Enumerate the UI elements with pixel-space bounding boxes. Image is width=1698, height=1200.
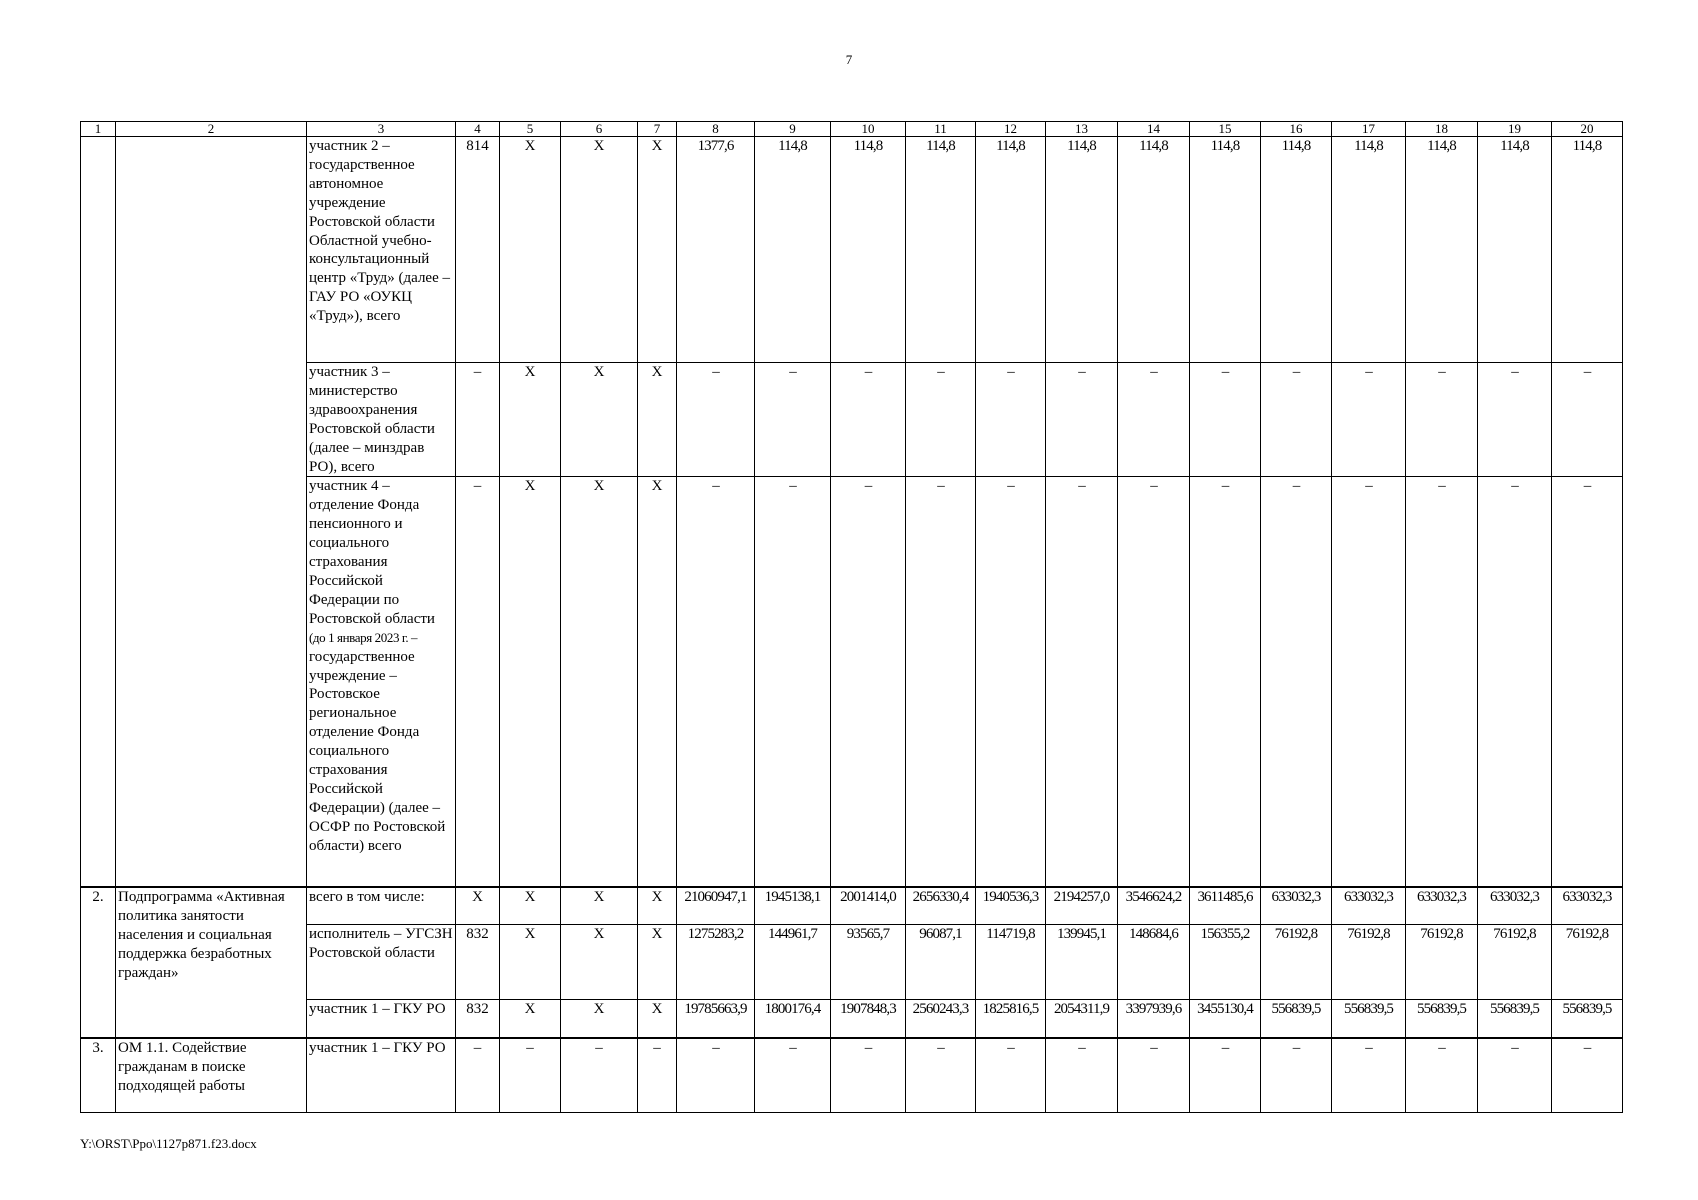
value-cell: 139945,1: [1046, 925, 1118, 1000]
value-cell: –: [1261, 1038, 1332, 1113]
value-cell: –: [1478, 1038, 1552, 1113]
table-row: [81, 477, 1623, 887]
value-cell: 1377,6: [677, 137, 755, 363]
value-cell: –: [831, 1038, 906, 1113]
code-cell: X: [561, 363, 638, 477]
value-cell: 3611485,6: [1190, 887, 1261, 925]
value-cell: –: [1406, 1038, 1478, 1113]
code-cell: X: [561, 925, 638, 1000]
value-cell: 114,8: [831, 137, 906, 363]
code-cell: –: [456, 477, 500, 887]
code-cell: 832: [456, 925, 500, 1000]
value-cell: 114,8: [976, 137, 1046, 363]
code-cell: –: [456, 363, 500, 477]
col-header: 15: [1190, 122, 1261, 137]
value-cell: –: [1552, 363, 1623, 477]
value-cell: 633032,3: [1406, 887, 1478, 925]
value-cell: 144961,7: [755, 925, 831, 1000]
value-cell: –: [906, 477, 976, 887]
col-header: 3: [307, 122, 456, 137]
code-cell: X: [561, 887, 638, 925]
table-row: [81, 137, 1623, 363]
value-cell: 114,8: [906, 137, 976, 363]
value-cell: –: [1261, 363, 1332, 477]
value-cell: 3397939,6: [1118, 1000, 1190, 1038]
value-cell: 76192,8: [1406, 925, 1478, 1000]
value-cell: –: [677, 363, 755, 477]
value-cell: 556839,5: [1552, 1000, 1623, 1038]
code-cell: X: [561, 1000, 638, 1038]
col-header: 2: [116, 122, 307, 137]
code-cell: X: [561, 477, 638, 887]
value-cell: –: [1118, 363, 1190, 477]
code-cell: X: [500, 137, 561, 363]
value-cell: 114,8: [1190, 137, 1261, 363]
value-cell: 96087,1: [906, 925, 976, 1000]
value-cell: –: [1406, 363, 1478, 477]
value-cell: 93565,7: [831, 925, 906, 1000]
value-cell: –: [1332, 477, 1406, 887]
value-cell: –: [1552, 477, 1623, 887]
table-row: [81, 887, 1623, 925]
value-cell: 556839,5: [1332, 1000, 1406, 1038]
value-cell: 2194257,0: [1046, 887, 1118, 925]
participant-cell: участник 2 – государственное автономное учреждение Ростовской области Областной учебно-консультационный центр «Труд» (далее – ГАУ РО «ОУКЦ «Труд»), всего: [307, 137, 456, 363]
value-cell: 114,8: [1046, 137, 1118, 363]
page-number: 7: [845, 52, 853, 67]
column-number-row: [81, 122, 1623, 137]
value-cell: 2656330,4: [906, 887, 976, 925]
code-cell: X: [638, 887, 677, 925]
participant-cell: участник 1 – ГКУ РО: [307, 1038, 456, 1113]
value-cell: –: [1406, 477, 1478, 887]
code-cell: X: [638, 363, 677, 477]
value-cell: –: [906, 1038, 976, 1113]
code-cell: –: [500, 1038, 561, 1113]
value-cell: –: [677, 477, 755, 887]
value-cell: 2001414,0: [831, 887, 906, 925]
code-cell: X: [500, 363, 561, 477]
col-header: 1: [81, 122, 116, 137]
value-cell: 114,8: [1118, 137, 1190, 363]
value-cell: 114,8: [1332, 137, 1406, 363]
value-cell: –: [755, 363, 831, 477]
col-header: 11: [906, 122, 976, 137]
value-cell: –: [1046, 477, 1118, 887]
col-header: 8: [677, 122, 755, 137]
value-cell: 3546624,2: [1118, 887, 1190, 925]
value-cell: 148684,6: [1118, 925, 1190, 1000]
value-cell: 2054311,9: [1046, 1000, 1118, 1038]
value-cell: 76192,8: [1332, 925, 1406, 1000]
value-cell: –: [1552, 1038, 1623, 1113]
value-cell: –: [1046, 1038, 1118, 1113]
code-cell: –: [561, 1038, 638, 1113]
value-cell: 1800176,4: [755, 1000, 831, 1038]
value-cell: –: [677, 1038, 755, 1113]
row-number-cell: [81, 137, 116, 887]
value-cell: 3455130,4: [1190, 1000, 1261, 1038]
value-cell: 76192,8: [1552, 925, 1623, 1000]
col-header: 5: [500, 122, 561, 137]
value-cell: –: [755, 1038, 831, 1113]
value-cell: –: [976, 363, 1046, 477]
value-cell: 114,8: [1552, 137, 1623, 363]
budget-table: [80, 121, 1623, 1113]
table-row: [81, 1038, 1623, 1113]
participant-cell: участник 1 – ГКУ РО: [307, 1000, 456, 1038]
code-cell: X: [500, 887, 561, 925]
value-cell: –: [831, 477, 906, 887]
value-cell: –: [1332, 363, 1406, 477]
col-header: 20: [1552, 122, 1623, 137]
col-header: 14: [1118, 122, 1190, 137]
value-cell: 76192,8: [1478, 925, 1552, 1000]
participant-cell: всего в том числе:: [307, 887, 456, 925]
code-cell: X: [500, 925, 561, 1000]
row-number-cell: 2.: [81, 887, 116, 1038]
col-header: 16: [1261, 122, 1332, 137]
value-cell: –: [1261, 477, 1332, 887]
table-row: [81, 363, 1623, 477]
value-cell: 156355,2: [1190, 925, 1261, 1000]
value-cell: –: [1190, 1038, 1261, 1113]
subprogram-title-cell: Подпрограмма «Активная политика занятости населения и социальная поддержка безработных граждан»: [116, 887, 307, 1038]
code-cell: –: [638, 1038, 677, 1113]
value-cell: –: [1046, 363, 1118, 477]
col-header: 7: [638, 122, 677, 137]
code-cell: X: [456, 887, 500, 925]
value-cell: –: [1118, 477, 1190, 887]
value-cell: –: [1190, 363, 1261, 477]
value-cell: –: [831, 363, 906, 477]
value-cell: –: [1332, 1038, 1406, 1113]
code-cell: –: [456, 1038, 500, 1113]
value-cell: –: [1478, 477, 1552, 887]
participant-cell: [307, 477, 456, 887]
participant-cell: участник 3 – министерство здравоохранения Ростовской области (далее – минздрав РО), всего: [307, 363, 456, 477]
value-cell: 633032,3: [1552, 887, 1623, 925]
value-cell: 114,8: [1478, 137, 1552, 363]
code-cell: 832: [456, 1000, 500, 1038]
value-cell: 1825816,5: [976, 1000, 1046, 1038]
table-row: [81, 925, 1623, 1000]
code-cell: X: [638, 925, 677, 1000]
value-cell: 633032,3: [1478, 887, 1552, 925]
code-cell: X: [638, 1000, 677, 1038]
value-cell: 2560243,3: [906, 1000, 976, 1038]
value-cell: –: [976, 477, 1046, 887]
value-cell: 1907848,3: [831, 1000, 906, 1038]
participant-note: (до 1 января 2023 г. –: [309, 629, 418, 645]
participant-text-cont: государственное учреждение – Ростовское региональное отделение Фонда социального страхования Российской Федерации) (далее – ОСФР по Ростовской области) всего: [309, 648, 446, 854]
value-cell: 114,8: [1261, 137, 1332, 363]
col-header: 18: [1406, 122, 1478, 137]
value-cell: 76192,8: [1261, 925, 1332, 1000]
footer-file-path: Y:\ORST\Ppo\1127p871.f23.docx: [80, 1136, 257, 1151]
program-name-cell: [116, 137, 307, 887]
col-header: 12: [976, 122, 1046, 137]
value-cell: 633032,3: [1261, 887, 1332, 925]
code-cell: X: [638, 477, 677, 887]
row-number-cell: 3.: [81, 1038, 116, 1113]
col-header: 17: [1332, 122, 1406, 137]
value-cell: 114,8: [755, 137, 831, 363]
code-cell: 814: [456, 137, 500, 363]
code-cell: X: [500, 1000, 561, 1038]
code-cell: X: [638, 137, 677, 363]
participant-text: участник 4 – отделение Фонда пенсионного и социального страхования Российской Федерации по Ростовской области: [309, 478, 435, 627]
col-header: 9: [755, 122, 831, 137]
code-cell: X: [500, 477, 561, 887]
value-cell: 114719,8: [976, 925, 1046, 1000]
value-cell: 1945138,1: [755, 887, 831, 925]
value-cell: 556839,5: [1478, 1000, 1552, 1038]
value-cell: –: [1190, 477, 1261, 887]
value-cell: –: [755, 477, 831, 887]
om-title-cell: ОМ 1.1. Содействие гражданам в поиске подходящей работы: [116, 1038, 307, 1113]
value-cell: –: [1478, 363, 1552, 477]
value-cell: 114,8: [1406, 137, 1478, 363]
value-cell: 19785663,9: [677, 1000, 755, 1038]
value-cell: 1940536,3: [976, 887, 1046, 925]
value-cell: 556839,5: [1261, 1000, 1332, 1038]
participant-cell: исполнитель – УГСЗН Ростовской области: [307, 925, 456, 1000]
col-header: 10: [831, 122, 906, 137]
table-row: [81, 1000, 1623, 1038]
value-cell: 21060947,1: [677, 887, 755, 925]
value-cell: 633032,3: [1332, 887, 1406, 925]
col-header: 13: [1046, 122, 1118, 137]
code-cell: X: [561, 137, 638, 363]
col-header: 4: [456, 122, 500, 137]
value-cell: 1275283,2: [677, 925, 755, 1000]
value-cell: –: [976, 1038, 1046, 1113]
col-header: 19: [1478, 122, 1552, 137]
col-header: 6: [561, 122, 638, 137]
value-cell: –: [906, 363, 976, 477]
value-cell: –: [1118, 1038, 1190, 1113]
value-cell: 556839,5: [1406, 1000, 1478, 1038]
